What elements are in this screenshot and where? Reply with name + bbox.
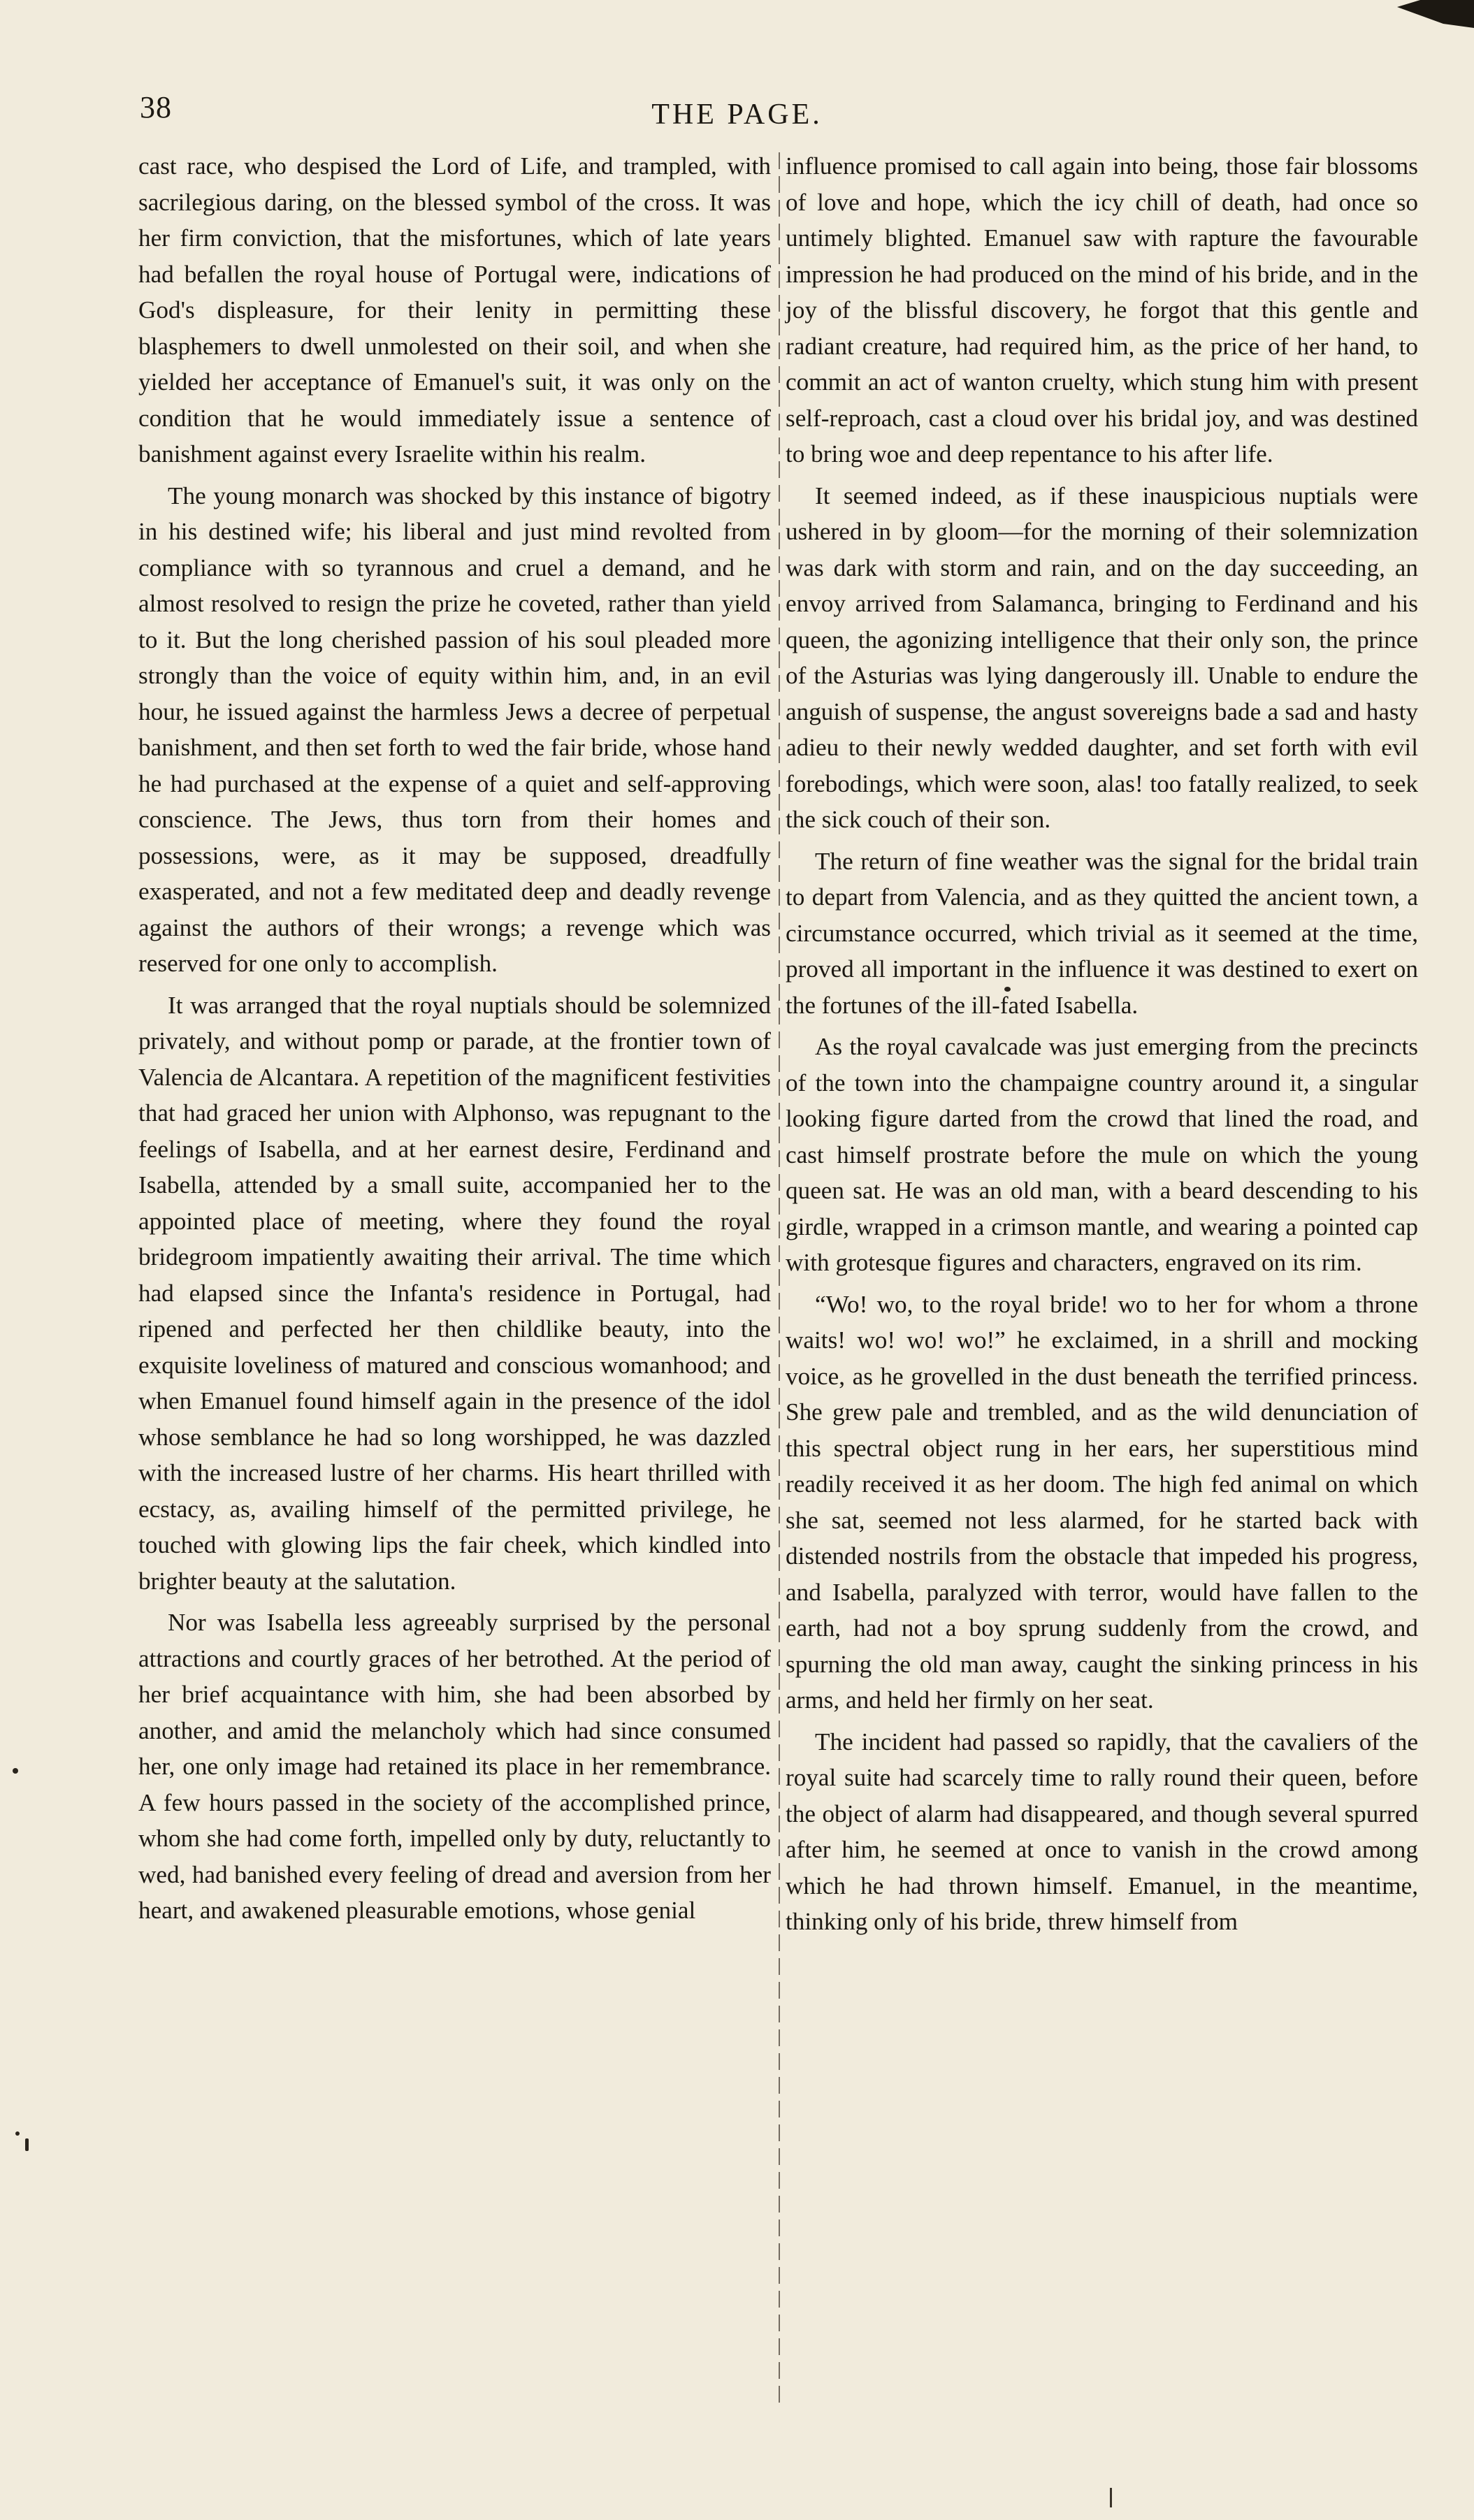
page-corner-ink-mark xyxy=(1397,0,1474,28)
paragraph: It seemed indeed, as if these inauspicious nuptials were ushered in by gloom—for the morning of their solemnization was dark with storm and rain, and on the day succeeding, an envoy arrived from Salamanca, bringing to Ferdinand and his queen, the agonizing intelligence that their only son, the prince of the Asturias was lying dangerously ill. Unable to endure the anguish of suspense, the angust sovereigns bade a sad and hasty adieu to their newly wedded daughter, and set forth with evil forebodings, which were soon, alas! too fatally realized, to seek the sick couch of their son. xyxy=(786,481,1418,833)
running-title: THE PAGE. xyxy=(651,99,823,131)
ink-speck xyxy=(13,1768,18,1774)
ink-speck xyxy=(15,2131,20,2136)
paragraph: cast race, who despised the Lord of Life, and trampled, with sacrilegious daring, on the blessed symbol of the cross. It was her firm conviction, that the misfortunes, which of late years had befallen the royal house of Portugal were, indications of God's displeasure, for their lenity in permitting these blasphemers to dwell unmolested on their soil, and when she yielded her acceptance of Emanuel's suit, it was only on the condition that he would immediately issue a sentence of banishment against every Israelite within his realm. xyxy=(138,152,771,468)
page-number: 38 xyxy=(140,90,172,124)
column-divider-rule xyxy=(779,152,780,2403)
paragraph: The incident had passed so rapidly, that the cavaliers of the royal suite had scarcely time to rally round their queen, before the object of alarm had disappeared, and though several spurred after him, he seemed at once to vanish in the crowd among which he had thrown himself. Emanuel, in the meantime, thinking only of his bride, threw himself from xyxy=(786,1728,1418,1935)
left-text-column xyxy=(138,148,771,1934)
paragraph: The return of fine weather was the signal for the bridal train to depart from Valencia, and as they quitted the ancient town, a circumstance occurred, which trivial as it seemed at the time, proved all important in the influence it was destined to exert on the fortunes of the ill-fated Isabella. xyxy=(786,847,1418,1019)
paragraph: Nor was Isabella less agreeably surprised by the personal attractions and courtly graces of her betrothed. At the period of her brief acquaintance with him, she had been absorbed by another, and amid the melancholy which had since consumed her, one only image had retained its place in her remembrance. A few hours passed in the society of the accomplished prince, whom she had come forth, impelled only by duty, reluctantly to wed, had banished every feeling of dread and aversion from her heart, and awakened pleasurable emotions, whose genial xyxy=(138,1609,771,1924)
ink-speck xyxy=(1004,987,1011,992)
paragraph: influence promised to call again into being, those fair blossoms of love and hope, which the icy chill of death, had once so untimely blighted. Emanuel saw with rapture the favourable impression he had produced on the mind of his bride, and in the joy of the blissful discovery, he forgot that this gentle and radiant creature, had required him, as the price of her hand, to commit an act of wanton cruelty, which stung him with present self-reproach, cast a cloud over his bridal joy, and was destined to bring woe and deep repentance to his after life. xyxy=(786,152,1418,468)
paragraph: As the royal cavalcade was just emerging from the precincts of the town into the champaigne country around it, a singular looking figure darted from the crowd that lined the road, and cast himself prostrate before the mule on which the young queen sat. He was an old man, with a beard descending to his girdle, wrapped in a crimson mantle, and wearing a pointed cap with grotesque figures and characters, engraved on its rim. xyxy=(786,1033,1418,1276)
right-text-column xyxy=(786,148,1418,1946)
bottom-ink-tick xyxy=(1110,2488,1112,2507)
paragraph: The young monarch was shocked by this instance of bigotry in his destined wife; his liberal and just mind revolted from compliance with so tyrannous and cruel a demand, and he almost resolved to resign the prize he coveted, rather than yield to it. But the long cherished passion of his soul pleaded more strongly than the voice of equity within him, and, in an evil hour, he issued against the harmless Jews a decree of perpetual banishment, and then set forth to wed the fair bride, whose hand he had purchased at the expense of a quiet and self-approving conscience. The Jews, thus torn from their homes and possessions, were, as it may be supposed, dreadfully exasperated, and not a few meditated deep and deadly revenge against the authors of their wrongs; a revenge which was reserved for one only to accomplish. xyxy=(138,481,771,977)
paragraph: “Wo! wo, to the royal bride! wo to her for whom a throne waits! wo! wo! wo!” he exclaimed, in a shrill and mocking voice, as he grovelled in the dust beneath the terrified princess. She grew pale and trembled, and as the wild denunciation of this spectral object rung in her ears, her superstitious mind readily received it as her doom. The high fed animal on which she sat, seemed not less alarmed, for he started back with distended nostrils from the obstacle that impeded his progress, and Isabella, paralyzed with terror, would have fallen to the earth, had not a boy sprung suddenly from the crowd, and spurning the old man away, caught the sinking princess in his arms, and held her firmly on her seat. xyxy=(786,1290,1418,1714)
paragraph: It was arranged that the royal nuptials should be solemnized privately, and without pomp or parade, at the frontier town of Valencia de Alcantara. A repetition of the magnificent festivities that had graced her union with Alphonso, was repugnant to the feelings of Isabella, and at her earnest desire, Ferdinand and Isabella, attended by a small suite, accompanied her to the appointed place of meeting, where they found the royal bridegroom impatiently awaiting their arrival. The time which had elapsed since the Infanta's residence in Portugal, had ripened and perfected her then childlike beauty, into the exquisite loveliness of matured and conscious womanhood; and when Emanuel found himself again in the presence of the idol whose semblance he had so long worshipped, he was dazzled with the increased lustre of her charms. His heart thrilled with ecstacy, as, availing himself of the permitted privilege, he touched with glowing lips the fair cheek, which kindled into brighter beauty at the salutation. xyxy=(138,991,771,1595)
ink-speck xyxy=(25,2138,29,2151)
